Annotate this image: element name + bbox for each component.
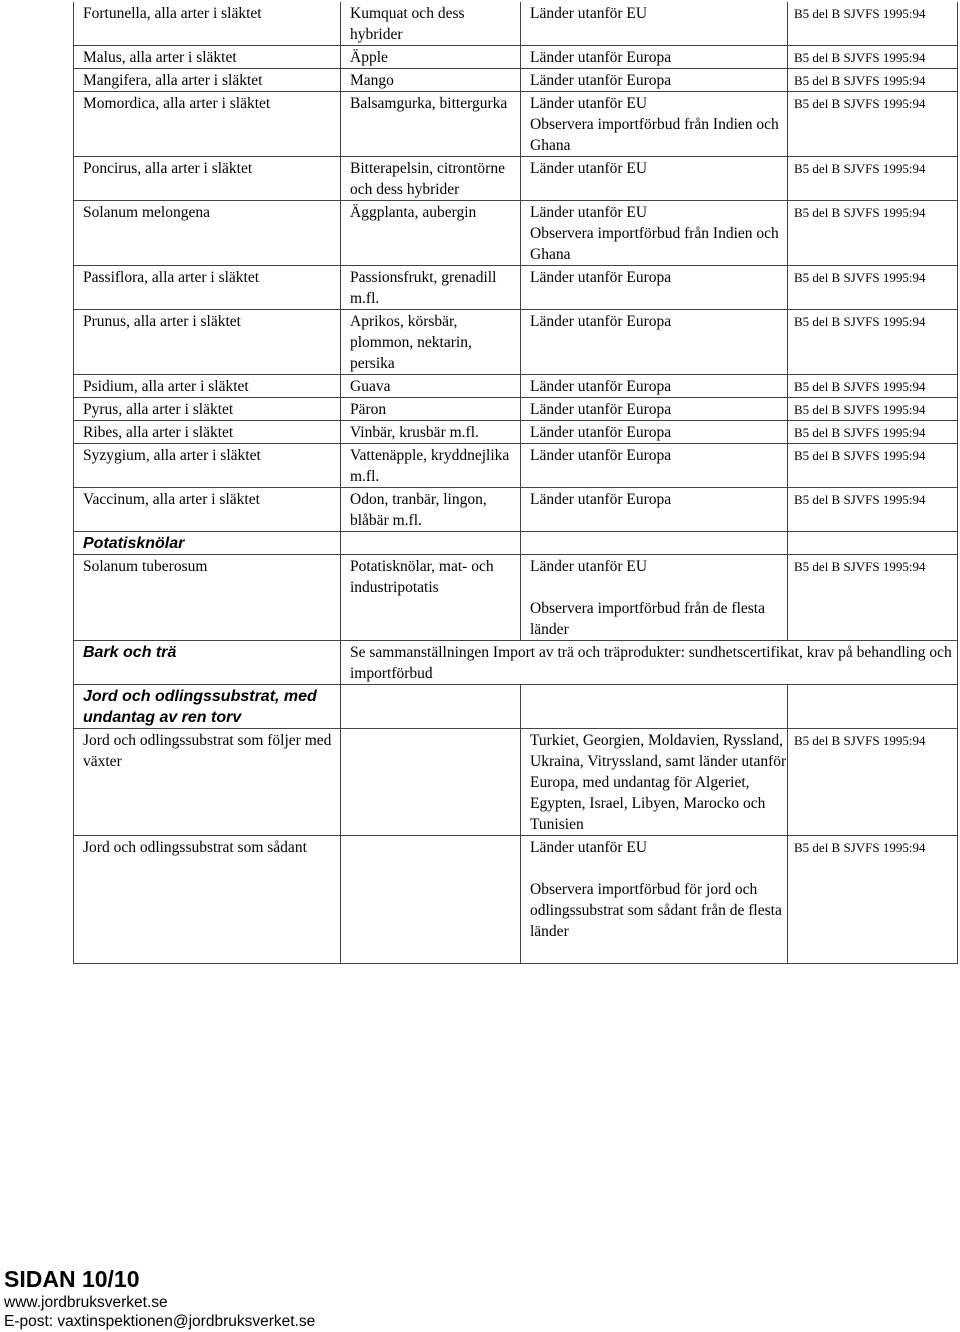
- table-row: [74, 46, 958, 69]
- common-name-cell: Bitterapelsin, citrontörne och dess hybrider: [341, 157, 521, 201]
- plant-cell: Jord och odlingssubstrat som sådant: [74, 836, 341, 964]
- empty-cell: [788, 532, 958, 555]
- table-row: [74, 488, 958, 532]
- table-row: [74, 836, 958, 964]
- table-row: [74, 398, 958, 421]
- origin-cell: [521, 157, 788, 201]
- email-link[interactable]: E-post: vaxtinspektionen@jordbruksverket.se: [4, 1313, 316, 1330]
- table-row: [74, 2, 958, 46]
- origin-text: Länder utanför EU: [530, 558, 648, 575]
- origin-cell: [521, 266, 788, 310]
- regulation-ref-cell: B5 del B SJVFS 1995:94: [788, 729, 958, 836]
- table-row: [74, 685, 958, 729]
- plant-cell: Poncirus, alla arter i släktet: [74, 157, 341, 201]
- origin-cell: [521, 836, 788, 964]
- website-link[interactable]: www.jordbruksverket.se: [4, 1294, 168, 1311]
- plant-cell: Vaccinum, alla arter i släktet: [74, 488, 341, 532]
- regulation-ref-cell: B5 del B SJVFS 1995:94: [788, 46, 958, 69]
- origin-text: Länder utanför EU: [530, 5, 648, 22]
- import-ban-note: Observera importförbud för jord och odlingssubstrat som sådant från de flesta länder: [530, 881, 782, 940]
- origin-cell: [521, 310, 788, 375]
- origin-cell: [521, 444, 788, 488]
- origin-cell: [521, 201, 788, 266]
- empty-cell: [521, 532, 788, 555]
- plant-cell: Ribes, alla arter i släktet: [74, 421, 341, 444]
- page-footer: [4, 1265, 315, 1331]
- import-ban-note: Observera importförbud från de flesta länder: [530, 600, 765, 638]
- origin-text: Länder utanför Europa: [530, 491, 672, 508]
- common-name-cell: Potatisknölar, mat- och industripotatis: [341, 555, 521, 641]
- plant-cell: Syzygium, alla arter i släktet: [74, 444, 341, 488]
- regulation-ref-cell: B5 del B SJVFS 1995:94: [788, 421, 958, 444]
- origin-text: Länder utanför EU: [530, 839, 648, 856]
- origin-text: Länder utanför Europa: [530, 269, 672, 286]
- table-row: [74, 201, 958, 266]
- common-name-cell: Odon, tranbär, lingon, blåbär m.fl.: [341, 488, 521, 532]
- table-row: [74, 157, 958, 201]
- plant-cell: Fortunella, alla arter i släktet: [74, 2, 341, 46]
- regulation-ref-cell: B5 del B SJVFS 1995:94: [788, 2, 958, 46]
- origin-cell: [521, 92, 788, 157]
- import-ban-note: Observera importförbud från Indien och Ghana: [530, 116, 779, 154]
- common-name-cell: [341, 729, 521, 836]
- origin-text: Länder utanför Europa: [530, 378, 672, 395]
- empty-cell: [521, 685, 788, 729]
- origin-cell: [521, 69, 788, 92]
- origin-cell: [521, 555, 788, 641]
- table-row: [74, 266, 958, 310]
- section-heading: Jord och odlingssubstrat, med undantag av ren torv: [74, 685, 341, 729]
- spacer: [530, 858, 787, 879]
- plant-cell: Pyrus, alla arter i släktet: [74, 398, 341, 421]
- plant-cell: Momordica, alla arter i släktet: [74, 92, 341, 157]
- plant-cell: Mangifera, alla arter i släktet: [74, 69, 341, 92]
- origin-cell: [521, 421, 788, 444]
- regulation-ref-cell: B5 del B SJVFS 1995:94: [788, 555, 958, 641]
- origin-cell: [521, 46, 788, 69]
- origin-text: Länder utanför EU: [530, 160, 648, 177]
- plant-cell: Passiflora, alla arter i släktet: [74, 266, 341, 310]
- regulation-ref-cell: B5 del B SJVFS 1995:94: [788, 157, 958, 201]
- origin-cell: [521, 375, 788, 398]
- origin-cell: [521, 398, 788, 421]
- common-name-cell: Guava: [341, 375, 521, 398]
- table-row: [74, 444, 958, 488]
- spacer: [530, 577, 787, 598]
- plant-cell: Solanum tuberosum: [74, 555, 341, 641]
- regulation-ref-cell: B5 del B SJVFS 1995:94: [788, 266, 958, 310]
- common-name-cell: Äggplanta, aubergin: [341, 201, 521, 266]
- empty-cell: [788, 685, 958, 729]
- regulation-ref-cell: B5 del B SJVFS 1995:94: [788, 92, 958, 157]
- plant-cell: Malus, alla arter i släktet: [74, 46, 341, 69]
- table-row: [74, 69, 958, 92]
- origin-cell: [521, 488, 788, 532]
- origin-text: Länder utanför Europa: [530, 401, 672, 418]
- regulation-ref-cell: B5 del B SJVFS 1995:94: [788, 69, 958, 92]
- regulation-ref-cell: B5 del B SJVFS 1995:94: [788, 444, 958, 488]
- origin-text: Länder utanför EU: [530, 95, 648, 112]
- common-name-cell: Äpple: [341, 46, 521, 69]
- plant-cell: Jord och odlingssubstrat som följer med växter: [74, 729, 341, 836]
- plant-cell: Psidium, alla arter i släktet: [74, 375, 341, 398]
- common-name-cell: Vattenäpple, kryddnejlika m.fl.: [341, 444, 521, 488]
- table-row: [74, 641, 958, 685]
- empty-cell: [341, 685, 521, 729]
- table-row: [74, 555, 958, 641]
- section-heading: Potatisknölar: [74, 532, 341, 555]
- common-name-cell: Passionsfrukt, grenadill m.fl.: [341, 266, 521, 310]
- plant-cell: Prunus, alla arter i släktet: [74, 310, 341, 375]
- section-heading: Bark och trä: [74, 641, 341, 685]
- plant-cell: Solanum melongena: [74, 201, 341, 266]
- regulation-ref-cell: B5 del B SJVFS 1995:94: [788, 201, 958, 266]
- regulation-ref-cell: B5 del B SJVFS 1995:94: [788, 836, 958, 964]
- regulation-ref-cell: B5 del B SJVFS 1995:94: [788, 310, 958, 375]
- common-name-cell: Päron: [341, 398, 521, 421]
- table-row: [74, 532, 958, 555]
- common-name-cell: Vinbär, krusbär m.fl.: [341, 421, 521, 444]
- regulation-ref-cell: B5 del B SJVFS 1995:94: [788, 398, 958, 421]
- page-number: SIDAN 10/10: [4, 1266, 140, 1292]
- reference-note-cell: Se sammanställningen Import av trä och träprodukter: sundhetscertifikat, krav på behandling och importförbud: [341, 641, 958, 685]
- origin-cell: [521, 2, 788, 46]
- origin-text: Länder utanför EU: [530, 204, 648, 221]
- table-row: [74, 92, 958, 157]
- table-row: [74, 375, 958, 398]
- import-ban-note: Observera importförbud från Indien och Ghana: [530, 225, 779, 263]
- common-name-cell: Balsamgurka, bittergurka: [341, 92, 521, 157]
- regulation-ref-cell: B5 del B SJVFS 1995:94: [788, 488, 958, 532]
- table-row: [74, 310, 958, 375]
- origin-text: Turkiet, Georgien, Moldavien, Ryssland, Ukraina, Vitryssland, samt länder utanför Europa, med undantag för Algeriet, Egypten, Israel, Libyen, Marocko och Tunisien: [530, 732, 787, 833]
- origin-text: Länder utanför Europa: [530, 72, 672, 89]
- table-row: [74, 729, 958, 836]
- regulation-table: [73, 2, 958, 964]
- table-row: [74, 421, 958, 444]
- origin-cell: [521, 729, 788, 836]
- common-name-cell: Kumquat och dess hybrider: [341, 2, 521, 46]
- origin-text: Länder utanför Europa: [530, 49, 672, 66]
- origin-text: Länder utanför Europa: [530, 424, 672, 441]
- spacer: [530, 942, 787, 963]
- common-name-cell: Mango: [341, 69, 521, 92]
- common-name-cell: Aprikos, körsbär, plommon, nektarin, persika: [341, 310, 521, 375]
- origin-text: Länder utanför Europa: [530, 447, 672, 464]
- empty-cell: [341, 532, 521, 555]
- regulation-ref-cell: B5 del B SJVFS 1995:94: [788, 375, 958, 398]
- common-name-cell: [341, 836, 521, 964]
- origin-text: Länder utanför Europa: [530, 313, 672, 330]
